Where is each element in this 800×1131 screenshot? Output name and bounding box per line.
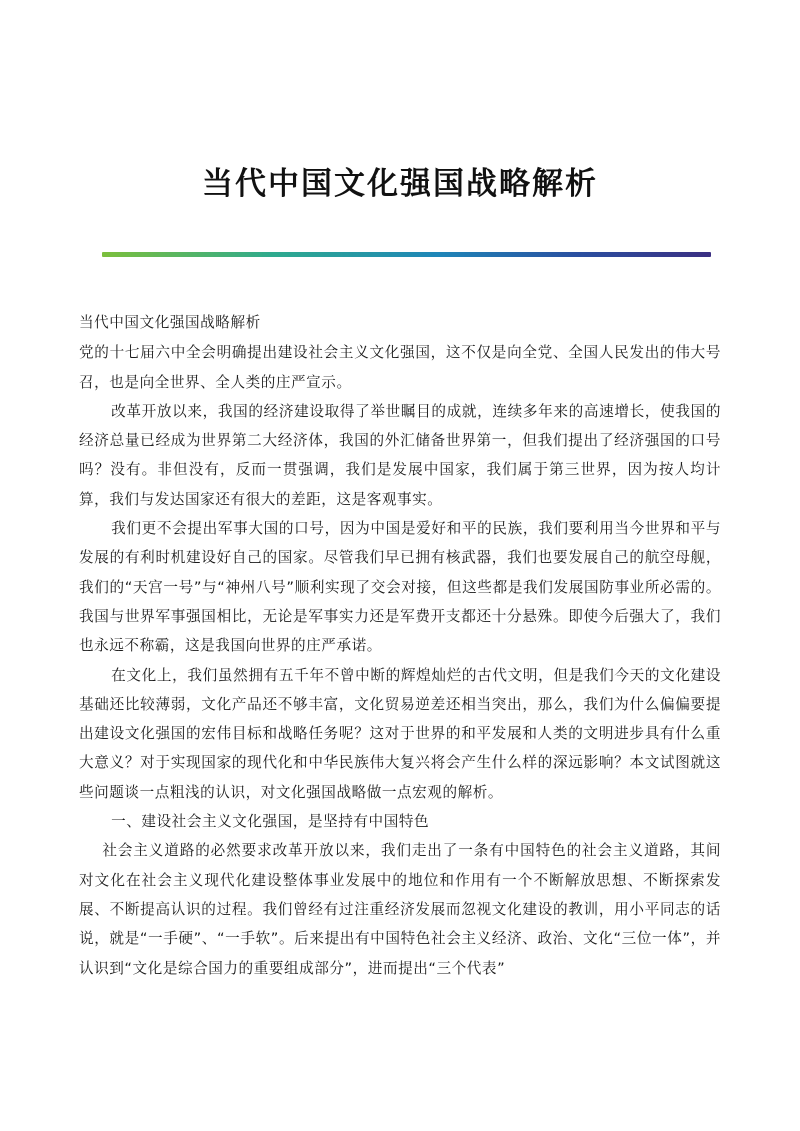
paragraph-economy: 改革开放以来，我国的经济建设取得了举世瞩目的成就，连续多年来的高速增长，使我国的经济总量已经成为世界第二大经济体，我国的外汇储备世界第一，但我们提出了经济强国的口号吗？没有。非但没有，反而一贯强调，我们是发展中国家，我们属于第三世界，因为按人均计算，我们与发达国家还有很大的差距，这是客观事实。 (79, 402, 721, 508)
page-title: 当代中国文化强国战略解析 (202, 166, 598, 202)
paragraph-intro: 党的十七届六中全会明确提出建设社会主义文化强国，这不仅是向全党、全国人民发出的伟大号召，也是向全世界、全人类的庄严宣示。 (79, 344, 721, 391)
paragraph-socialist-road: 社会主义道路的必然要求改革开放以来，我们走出了一条有中国特色的社会主义道路，其间对文化在社会主义现代化建设整体事业发展中的地位和作用有一个不断解放思想、不断探索发展、不断提高认识的过程。我们曾经有过注重经济发展而忽视文化建设的教训，用小平同志的话说，就是“一手硬”、“一手软”。后来提出有中国特色社会主义经济、政治、文化“三位一体”，并认识到“文化是综合国力的重要组成部分”，进而提出“三个代表” (79, 842, 721, 977)
document-body (79, 308, 721, 983)
section-heading-1: 一、建设社会主义文化强国，是坚持有中国特色 (111, 813, 430, 831)
document-subtitle: 当代中国文化强国战略解析 (79, 314, 261, 331)
paragraph-military: 我们更不会提出军事大国的口号，因为中国是爱好和平的民族，我们要利用当今世界和平与发展的有利时机建设好自己的国家。尽管我们早已拥有核武器，我们也要发展自己的航空母舰，我们的“天宫一号”与“神州八号”顺利实现了交会对接，但这些都是我们发展国防事业所必需的。我国与世界军事强国相比，无论是军事实力还是军费开支都还十分悬殊。即使今后强大了，我们也永远不称霸，这是我国向世界的庄严承诺。 (79, 520, 721, 655)
title-divider (102, 252, 711, 257)
paragraph-culture: 在文化上，我们虽然拥有五千年不曾中断的辉煌灿烂的古代文明，但是我们今天的文化建设基础还比较薄弱，文化产品还不够丰富，文化贸易逆差还相当突出，那么，我们为什么偏偏要提出建设文化强国的宏伟目标和战略任务呢？这对于世界的和平发展和人类的文明进步具有什么重大意义？对于实现国家的现代化和中华民族伟大复兴将会产生什么样的深远影响？本文试图就这些问题谈一点粗浅的认识，对文化强国战略做一点宏观的解析。 (79, 666, 721, 801)
